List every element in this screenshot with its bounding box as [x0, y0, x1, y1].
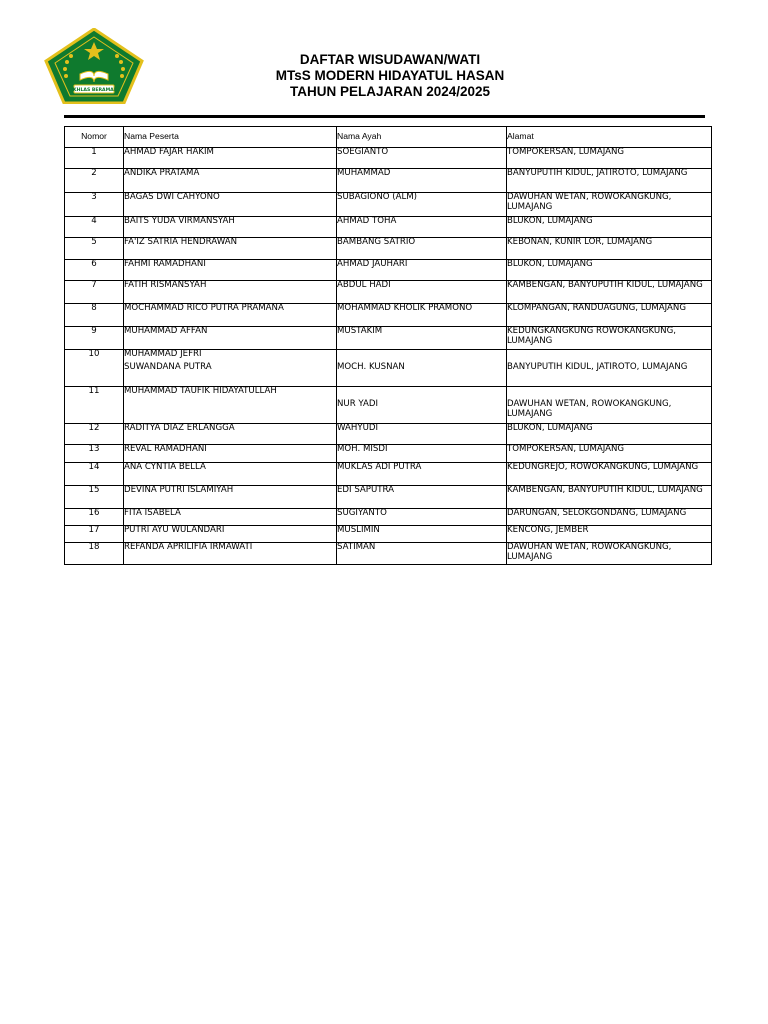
col-header-nomor: Nomor: [65, 127, 124, 148]
father-name: MOHAMMAD KHOLIK PRAMONO: [337, 304, 507, 327]
row-number: 8: [65, 304, 124, 327]
address: KEDUNGKANGKUNG ROWOKANGKUNG, LUMAJANG: [507, 327, 712, 350]
address: KEBONAN, KUNIR LOR, LUMAJANG: [507, 238, 712, 260]
table-row: [65, 327, 712, 350]
student-name: FA'IZ SATRIA HENDRAWAN: [124, 238, 337, 260]
address-text: DAWUHAN WETAN, ROWOKANGKUNG, LUMAJANG: [507, 399, 672, 419]
address: [507, 387, 712, 424]
table-row: [65, 193, 712, 217]
header-divider: [64, 115, 705, 118]
title-line-2: MTsS MODERN HIDAYATUL HASAN: [275, 68, 505, 83]
kemenag-logo: [44, 28, 144, 104]
row-number: 2: [65, 169, 124, 193]
student-name: [124, 350, 337, 387]
father-name: MOH. MISDI: [337, 445, 507, 463]
student-name: MUHAMMAD TAUFIK HIDAYATULLAH: [124, 387, 337, 424]
father-name: BAMBANG SATRIO: [337, 238, 507, 260]
table-row: [65, 148, 712, 169]
father-name: MUSLIMIN: [337, 526, 507, 543]
row-number: 16: [65, 509, 124, 526]
student-name: BAGAS DWI CAHYONO: [124, 193, 337, 217]
row-number: 5: [65, 238, 124, 260]
document-title: [230, 52, 550, 100]
address: BLUKON, LUMAJANG: [507, 424, 712, 445]
table-row: [65, 281, 712, 304]
address: KAMBENGAN, BANYUPUTIH KIDUL, LUMAJANG: [507, 281, 712, 304]
title-line-3: TAHUN PELAJARAN 2024/2025: [289, 84, 491, 99]
graduate-table: [64, 126, 712, 565]
address: DARUNGAN, SELOKGONDANG, LUMAJANG: [507, 509, 712, 526]
student-name-line-2: SUWANDANA PUTRA: [124, 361, 212, 372]
father-name: [337, 387, 507, 424]
student-name: REFANDA APRILIFIA IRMAWATI: [124, 543, 337, 565]
logo-banner-text: IKHLAS BERAMAL: [71, 88, 117, 94]
table-row: [65, 169, 712, 193]
address-text: BANYUPUTIH KIDUL, JATIROTO, LUMAJANG: [507, 362, 688, 372]
student-name: ANA CYNTIA BELLA: [124, 463, 337, 486]
row-number: 6: [65, 260, 124, 281]
address: [507, 350, 712, 387]
table-row: [65, 304, 712, 327]
title-line-1: DAFTAR WISUDAWAN/WATI: [299, 52, 481, 67]
father-name: MUKLAS ADI PUTRA: [337, 463, 507, 486]
table-row: [65, 509, 712, 526]
student-name: MOCHAMMAD RICO PUTRA PRAMANA: [124, 304, 337, 327]
row-number: 4: [65, 217, 124, 238]
father-name: AHMAD TOHA: [337, 217, 507, 238]
father-name-text: MOCH. KUSNAN: [337, 362, 405, 372]
address: DAWUHAN WETAN, ROWOKANGKUNG, LUMAJANG: [507, 193, 712, 217]
table-row: [65, 526, 712, 543]
student-name: FITA ISABELA: [124, 509, 337, 526]
student-name: BAITS YUDA VIRMANSYAH: [124, 217, 337, 238]
row-number: 14: [65, 463, 124, 486]
address: KENCONG, JEMBER: [507, 526, 712, 543]
row-number: 18: [65, 543, 124, 565]
address: TOMPOKERSAN, LUMAJANG: [507, 148, 712, 169]
address: KLOMPANGAN, RANDUAGUNG, LUMAJANG: [507, 304, 712, 327]
table-row: [65, 350, 712, 387]
student-name: PUTRI AYU WULANDARI: [124, 526, 337, 543]
student-name: FAHMI RAMADHANI: [124, 260, 337, 281]
table-row: [65, 387, 712, 424]
table-row: [65, 486, 712, 509]
father-name-text: NUR YADI: [337, 399, 379, 409]
table-row: [65, 543, 712, 565]
address: BANYUPUTIH KIDUL, JATIROTO, LUMAJANG: [507, 169, 712, 193]
father-name: [337, 350, 507, 387]
student-name-line-1: MUHAMMAD JEFRI: [124, 349, 202, 359]
row-number: 10: [65, 350, 124, 387]
row-number: 17: [65, 526, 124, 543]
father-name: MUSTAKIM: [337, 327, 507, 350]
col-header-alamat: Alamat: [507, 127, 712, 148]
address: KEDUNGREJO, ROWOKANGKUNG, LUMAJANG: [507, 463, 712, 486]
student-name: ANDIKA PRATAMA: [124, 169, 337, 193]
father-name: AHMAD JAUHARI: [337, 260, 507, 281]
father-name: WAHYUDI: [337, 424, 507, 445]
father-name: ABDUL HADI: [337, 281, 507, 304]
address: DAWUHAN WETAN, ROWOKANGKUNG, LUMAJANG: [507, 543, 712, 565]
row-number: 9: [65, 327, 124, 350]
student-name: REVAL RAMADHANI: [124, 445, 337, 463]
table-row: [65, 260, 712, 281]
table-row: [65, 424, 712, 445]
father-name: SATIMAN: [337, 543, 507, 565]
table-row: [65, 217, 712, 238]
address: KAMBENGAN, BANYUPUTIH KIDUL, LUMAJANG: [507, 486, 712, 509]
address: BLUKON, LUMAJANG: [507, 217, 712, 238]
row-number: 13: [65, 445, 124, 463]
table-row: [65, 238, 712, 260]
row-number: 11: [65, 387, 124, 424]
table-row: [65, 445, 712, 463]
row-number: 7: [65, 281, 124, 304]
col-header-nama-peserta: Nama Peserta: [124, 127, 337, 148]
father-name: SOEGIANTO: [337, 148, 507, 169]
row-number: 1: [65, 148, 124, 169]
student-name: RADITYA DIAZ ERLANGGA: [124, 424, 337, 445]
table-header-row: [65, 127, 712, 148]
address: TOMPOKERSAN, LUMAJANG: [507, 445, 712, 463]
father-name: SUBAGIONO (ALM): [337, 193, 507, 217]
row-number: 12: [65, 424, 124, 445]
student-name: MUHAMMAD AFFAN: [124, 327, 337, 350]
address: BLUKON, LUMAJANG: [507, 260, 712, 281]
table-row: [65, 463, 712, 486]
father-name: SUGIYANTO: [337, 509, 507, 526]
student-name: AHMAD FAJAR HAKIM: [124, 148, 337, 169]
row-number: 15: [65, 486, 124, 509]
row-number: 3: [65, 193, 124, 217]
student-name: FATIH RISMANSYAH: [124, 281, 337, 304]
col-header-nama-ayah: Nama Ayah: [337, 127, 507, 148]
student-name: DEVINA PUTRI ISLAMIYAH: [124, 486, 337, 509]
father-name: EDI SAPUTRA: [337, 486, 507, 509]
father-name: MUHAMMAD: [337, 169, 507, 193]
